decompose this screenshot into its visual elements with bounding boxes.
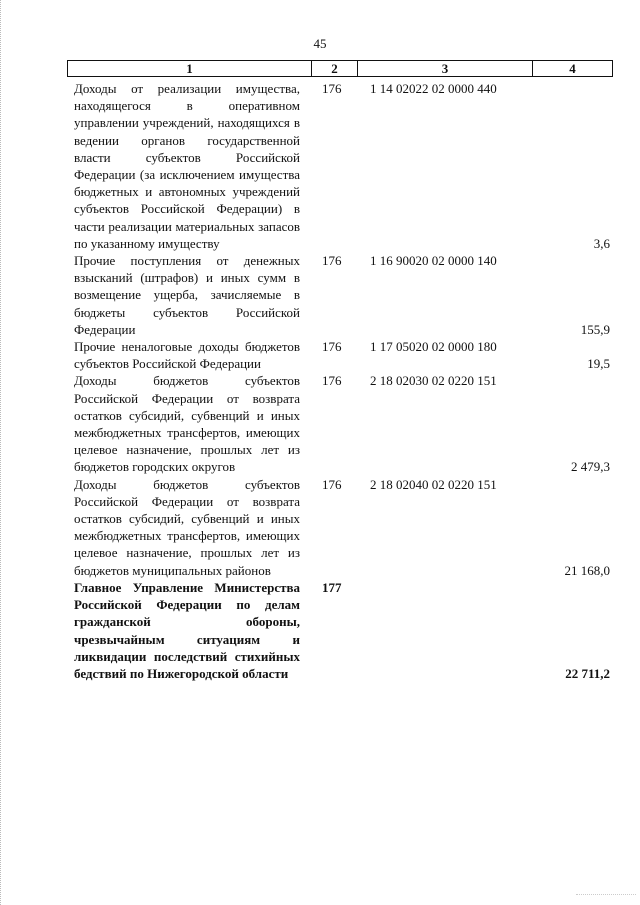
- row-kbk-code: 2 18 02040 02 0220 151: [370, 476, 497, 492]
- row-description: Доходы бюджетов субъектов Российской Федерации от возврата остатков субсидий, субвенций и иных межбюджетных трансфертов, имеющих целевое назначение, прошлых лет из бюджетов городских округов: [74, 373, 300, 475]
- header-col-4: 4: [569, 61, 576, 76]
- scan-artifact: [576, 894, 636, 899]
- row-admin-code: 176: [322, 373, 342, 389]
- row-amount: 21 168,0: [564, 562, 610, 578]
- table-row: [0, 80, 640, 252]
- row-admin-code: 177: [322, 579, 342, 595]
- row-amount: 2 479,3: [571, 459, 610, 475]
- row-amount: 155,9: [580, 321, 610, 337]
- row-amount: 3,6: [593, 235, 610, 251]
- table-body: [0, 80, 640, 682]
- header-col-2: 2: [312, 61, 358, 76]
- row-kbk-code: 1 16 90020 02 0000 140: [370, 253, 497, 269]
- table-row: [0, 372, 640, 475]
- page-number: 45: [313, 36, 327, 51]
- row-admin-code: 176: [322, 476, 342, 492]
- row-admin-code: 176: [322, 81, 342, 96]
- table-header: [67, 60, 613, 77]
- table-row: [0, 338, 640, 372]
- row-admin-code: 176: [322, 253, 342, 269]
- row-description: Прочие неналоговые доходы бюджетов субъектов Российской Федерации: [74, 339, 300, 372]
- row-kbk-code: 2 18 02030 02 0220 151: [370, 373, 497, 389]
- row-description: Доходы от реализации имущества, находящегося в оперативном управлении учреждений, находящихся в ведении органов государственной власти субъектов Российской Федерации (за исключением имущества бюджетных и автономных учреждений субъектов Российской Федерации) в части реализации материальных запасов по указанному имуществу: [74, 81, 300, 251]
- row-kbk-code: 1 14 02022 02 0000 440: [370, 81, 497, 96]
- row-description: Доходы бюджетов субъектов Российской Федерации от возврата остатков субсидий, субвенций и иных межбюджетных трансфертов, имеющих целевое назначение, прошлых лет из бюджетов муниципальных районов: [74, 476, 300, 578]
- row-amount: 22 711,2: [565, 665, 610, 681]
- table-row: [0, 476, 640, 579]
- header-col-3: 3: [358, 61, 533, 76]
- table-row-section-total: [0, 579, 640, 682]
- row-admin-code: 176: [322, 339, 342, 355]
- row-description: Прочие поступления от денежных взысканий (штрафов) и иных сумм в возмещение ущерба, зачисляемые в бюджеты субъектов Российской Федерации: [74, 253, 300, 337]
- table-row: [0, 252, 640, 338]
- row-amount: 19,5: [587, 356, 610, 372]
- header-col-1: 1: [68, 61, 312, 76]
- row-description: Главное Управление Министерства Российской Федерации по делам гражданской обороны, чрезвычайным ситуациям и ликвидации последствий стихийных бедствий по Нижегородской области: [74, 579, 300, 681]
- row-kbk-code: 1 17 05020 02 0000 180: [370, 339, 497, 355]
